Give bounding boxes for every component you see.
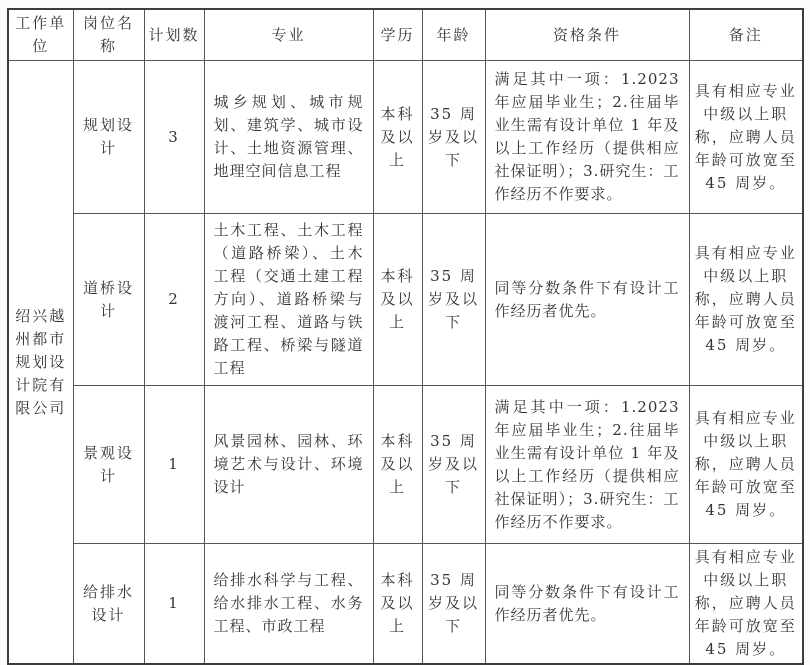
header-row <box>8 9 803 61</box>
qualification-cell: 满足其中一项：1.2023 年应届毕业生；2.往届毕业生需有设计单位 1 年及以上工作经历（提供相应社保证明）；3.研究生：工作经历不作要求。 <box>485 386 689 544</box>
education-cell: 本科及以上 <box>373 544 422 665</box>
major-cell: 城乡规划、城市规划、建筑学、城市设计、土地资源管理、地理空间信息工程 <box>204 61 373 214</box>
count-cell: 1 <box>144 386 204 544</box>
remark-cell: 具有相应专业中级以上职称，应聘人员年龄可放宽至 45 周岁。 <box>689 61 803 214</box>
qualification-cell: 同等分数条件下有设计工作经历者优先。 <box>485 214 689 386</box>
qualification-cell: 满足其中一项：1.2023 年应届毕业生；2.往届毕业生需有设计单位 1 年及以上工作经历（提供相应社保证明）；3.研究生：工作经历不作要求。 <box>485 61 689 214</box>
position-cell: 道桥设计 <box>73 214 144 386</box>
qualification-cell: 同等分数条件下有设计工作经历者优先。 <box>485 544 689 665</box>
header-cell-age: 年龄 <box>422 9 485 61</box>
header-cell-work-unit: 工作单位 <box>8 9 73 61</box>
document-sheet <box>7 8 804 665</box>
company-cell: 绍兴越州都市规划设计院有限公司 <box>8 61 73 665</box>
age-cell: 35 周岁及以下 <box>422 61 485 214</box>
header-cell-major: 专业 <box>204 9 373 61</box>
position-cell: 景观设计 <box>73 386 144 544</box>
major-cell: 给排水科学与工程、给水排水工程、水务工程、市政工程 <box>204 544 373 665</box>
header-cell-qualification: 资格条件 <box>485 9 689 61</box>
position-cell: 给排水设计 <box>73 544 144 665</box>
age-cell: 35 周岁及以下 <box>422 214 485 386</box>
table-row <box>8 61 803 214</box>
major-cell: 风景园林、园林、环境艺术与设计、环境设计 <box>204 386 373 544</box>
header-cell-plan-count: 计划数 <box>144 9 204 61</box>
education-cell: 本科及以上 <box>373 214 422 386</box>
position-cell: 规划设计 <box>73 61 144 214</box>
table-row <box>8 214 803 386</box>
recruitment-table <box>7 8 804 665</box>
remark-cell: 具有相应专业中级以上职称，应聘人员年龄可放宽至 45 周岁。 <box>689 386 803 544</box>
age-cell: 35 周岁及以下 <box>422 386 485 544</box>
count-cell: 2 <box>144 214 204 386</box>
education-cell: 本科及以上 <box>373 386 422 544</box>
major-cell: 土木工程、土木工程（道路桥梁）、土木工程（交通土建工程方向）、道路桥梁与渡河工程、道路与铁路工程、桥梁与隧道工程 <box>204 214 373 386</box>
count-cell: 3 <box>144 61 204 214</box>
header-cell-remark: 备注 <box>689 9 803 61</box>
education-cell: 本科及以上 <box>373 61 422 214</box>
age-cell: 35 周岁及以下 <box>422 544 485 665</box>
table-row <box>8 386 803 544</box>
remark-cell: 具有相应专业中级以上职称，应聘人员年龄可放宽至 45 周岁。 <box>689 544 803 665</box>
header-cell-education: 学历 <box>373 9 422 61</box>
table-row <box>8 544 803 665</box>
remark-cell: 具有相应专业中级以上职称，应聘人员年龄可放宽至 45 周岁。 <box>689 214 803 386</box>
header-cell-position-name: 岗位名称 <box>73 9 144 61</box>
count-cell: 1 <box>144 544 204 665</box>
